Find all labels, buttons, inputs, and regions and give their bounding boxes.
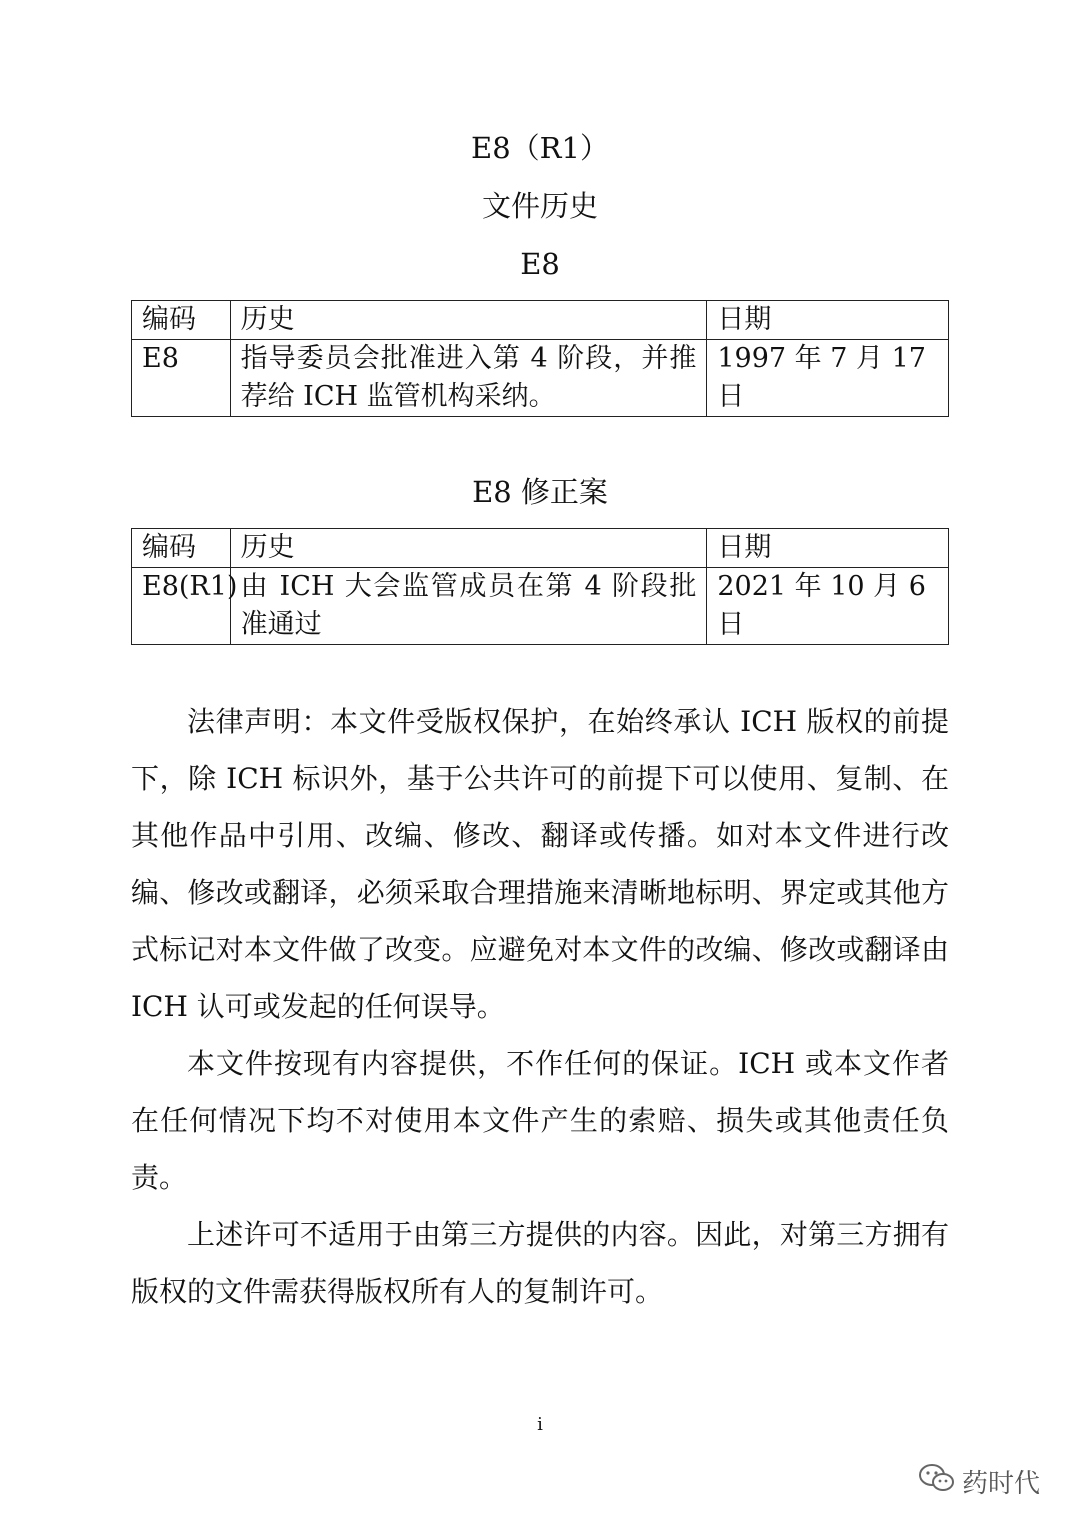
table-header-row <box>132 529 949 568</box>
header-history: 历史 <box>230 301 707 340</box>
disclaimer-paragraph: 本文件按现有内容提供，不作任何的保证。ICH 或本文作者在任何情况下均不对使用本文件产生的索赔、损失或其他责任负责。 <box>131 1047 949 1194</box>
document-code-title: E8（R1） <box>471 131 609 165</box>
row-code: E8(R1) <box>132 568 231 645</box>
watermark <box>918 1462 1040 1501</box>
row-code: E8 <box>132 340 231 417</box>
header-code: 编码 <box>132 529 231 568</box>
table-header-row <box>132 301 949 340</box>
header-date: 日期 <box>707 529 949 568</box>
history-table-e8-r1 <box>131 528 949 645</box>
header-date: 日期 <box>707 301 949 340</box>
header-history: 历史 <box>230 529 707 568</box>
row-history: 由 ICH 大会监管成员在第 4 阶段批准通过 <box>230 568 707 645</box>
row-history: 指导委员会批准进入第 4 阶段，并推荐给 ICH 监管机构采纳。 <box>230 340 707 417</box>
table-row <box>132 568 949 645</box>
document-history-title: 文件历史 <box>481 189 598 223</box>
history-table-e8 <box>131 300 949 417</box>
legal-notice-paragraph: 法律声明：本文件受版权保护，在始终承认 ICH 版权的前提下，除 ICH 标识外，基于公共许可的前提下可以使用、复制、在其他作品中引用、改编、修改、翻译或传播。如对本文件进行改编、修改或翻译，必须采取合理措施来清晰地标明、界定或其他方式标记对本文件做了改变。应避免对本文件的改编、修改或翻译由 ICH 认可或发起的任何误导。 <box>131 705 949 1023</box>
section-amendment-heading: E8 修正案 <box>472 475 608 509</box>
section-e8-heading: E8 <box>520 247 560 281</box>
row-date: 2021 年 10 月 6 日 <box>707 568 949 645</box>
legal-notice <box>131 693 949 1320</box>
header-code: 编码 <box>132 301 231 340</box>
third-party-paragraph: 上述许可不适用于由第三方提供的内容。因此，对第三方拥有版权的文件需获得版权所有人的复制许可。 <box>131 1218 949 1308</box>
page-number: i <box>537 1414 543 1435</box>
table-row <box>132 340 949 417</box>
row-date: 1997 年 7 月 17 日 <box>707 340 949 417</box>
watermark-text: 药时代 <box>962 1469 1041 1499</box>
wechat-icon <box>918 1462 956 1501</box>
